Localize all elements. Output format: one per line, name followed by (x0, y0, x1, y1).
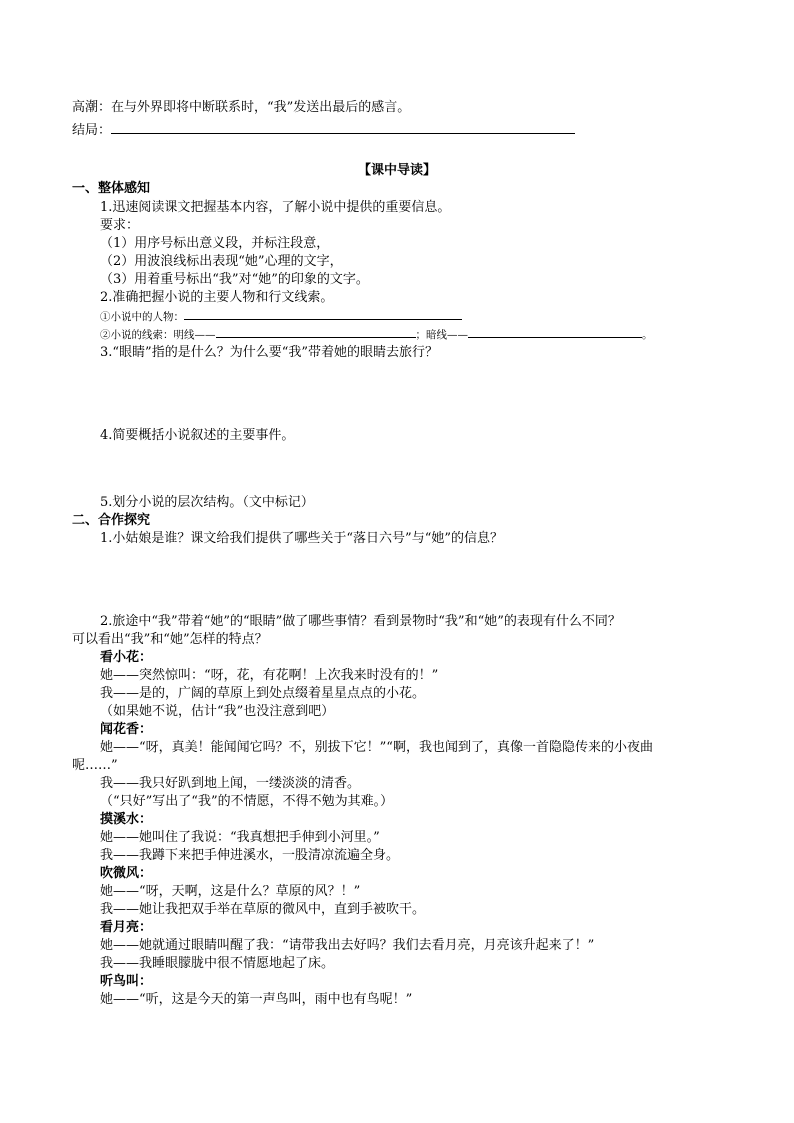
clue-explicit-label: ②小说的线索：明线—— (100, 329, 216, 341)
flower-me: 我——是的，广阔的草原上到处点缀着星星点点的小花。 (100, 686, 426, 701)
smell-me: 我——我只好趴到地上闻，一缕淡淡的清香。 (100, 776, 361, 791)
flower-note: （如果她不说，估计“我”也没注意到吧） (100, 704, 335, 719)
clue-end: 。 (642, 329, 653, 341)
water-label: 摸溪水： (100, 812, 153, 827)
smell-her-2: 呢……” (72, 758, 118, 773)
smell-her-1: 她——“呀，真美！能闻闻它吗？不，别拔下它！”“啊，我也闻到了，真像一首隐隐传来的小夜曲 (100, 740, 653, 755)
wind-label: 吹微风： (100, 866, 153, 881)
water-her: 她——她叫住了我说：“我真想把手伸到小河里。” (100, 830, 380, 845)
requirements-label: 要求： (100, 218, 140, 233)
water-me: 我——我蹲下来把手伸进溪水，一股清凉流遍全身。 (100, 848, 400, 863)
smell-note: （“只好”写出了“我”的不情愿，不得不勉为其难。） (100, 794, 394, 809)
q2-clues-line (100, 326, 653, 344)
explicit-clue-blank (216, 326, 416, 338)
part2-q2-line2: 可以看出“我”和“她”怎样的特点？ (72, 632, 268, 647)
bird-label: 听鸟叫： (100, 974, 153, 989)
ending-label: 结局： (72, 123, 112, 138)
clue-implicit-label: ；暗线—— (415, 329, 468, 341)
characters-blank (184, 308, 462, 320)
part1-q1: 1.迅速阅读课文把握基本内容，了解小说中提供的重要信息。 (100, 200, 451, 215)
part1-q4: 4.简要概括小说叙述的主要事件。 (100, 428, 295, 443)
bird-her: 她——“听，这是今天的第一声鸟叫，雨中也有鸟呢！” (100, 992, 413, 1007)
flower-label: 看小花： (100, 650, 153, 665)
part1-heading: 一、整体感知 (72, 181, 151, 196)
flower-her: 她——突然惊叫：“呀，花，有花啊！上次我来时没有的！” (100, 668, 439, 683)
ending-line (72, 120, 575, 140)
climax-line: 高潮：在与外界即将中断联系时，“我”发送出最后的感言。 (72, 100, 411, 115)
q2-characters-label: ①小说中的人物： (100, 311, 184, 323)
moon-label: 看月亮： (100, 920, 153, 935)
implicit-clue-blank (468, 326, 642, 338)
part1-q2: 2.准确把握小说的主要人物和行文线索。 (100, 290, 334, 305)
requirement-3: （3）用着重号标出“我”对“她”的印象的文字。 (100, 272, 369, 287)
moon-me: 我——我睡眼朦胧中很不情愿地起了床。 (100, 956, 335, 971)
part2-heading: 二、合作探究 (72, 513, 151, 528)
ending-blank (111, 120, 575, 134)
requirement-2: （2）用波浪线标出表现“她”心理的文字， (100, 254, 343, 269)
part2-q1: 1.小姑娘是谁？课文给我们提供了哪些关于“落日六号”与“她”的信息？ (100, 531, 503, 546)
moon-her: 她——她就通过眼睛叫醒了我：“请带我出去好吗？我们去看月亮，月亮该升起来了！” (100, 938, 595, 953)
q2-characters-line (100, 308, 462, 326)
part1-q5: 5.划分小说的层次结构。（文中标记） (100, 495, 314, 510)
smell-label: 闻花香： (100, 722, 153, 737)
part2-q2-line1: 2.旅途中“我”带着“她”的“眼睛”做了哪些事情？看到景物时“我”和“她”的表现有什么不同？ (100, 614, 621, 629)
section-title: 【课中导读】 (357, 163, 436, 178)
wind-me: 我——她让我把双手举在草原的微风中，直到手被吹干。 (100, 902, 426, 917)
requirement-1: （1）用序号标出意义段，并标注段意， (100, 236, 330, 251)
wind-her: 她——“呀，天啊，这是什么？草原的风？！” (100, 884, 361, 899)
part1-q3: 3.“眼睛”指的是什么？为什么要“我”带着她的眼睛去旅行？ (100, 345, 438, 360)
